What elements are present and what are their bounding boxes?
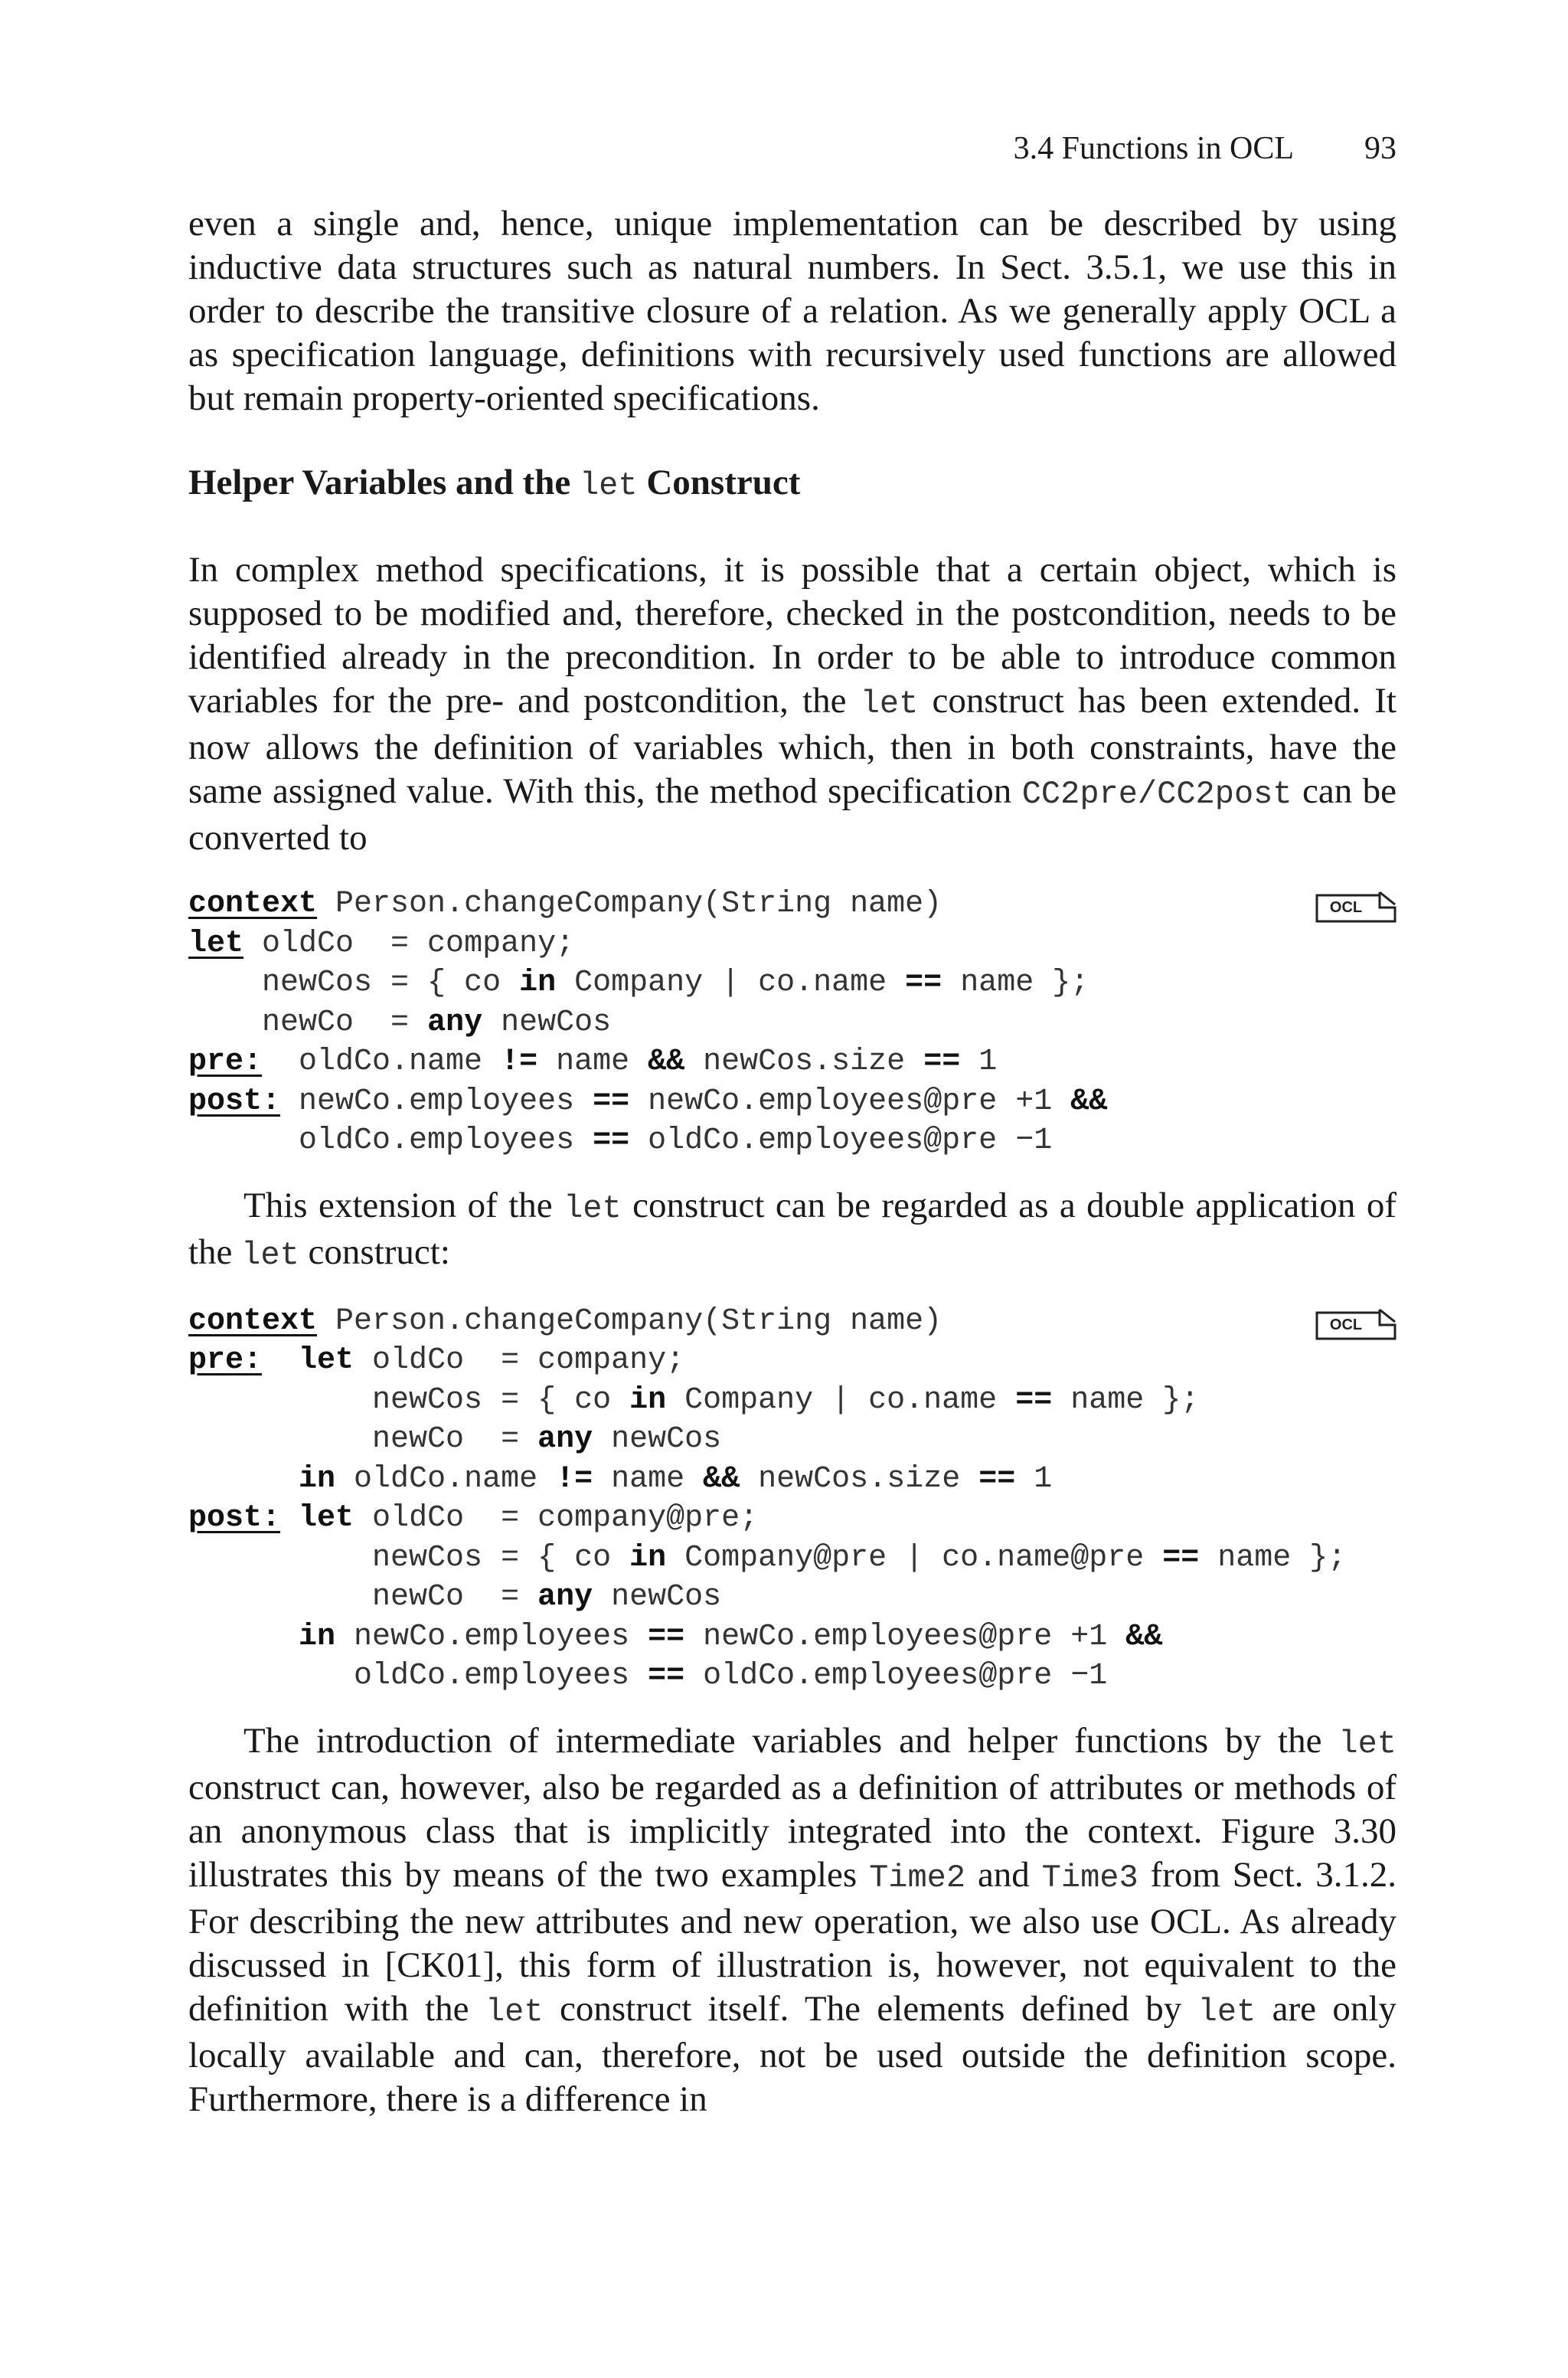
paragraph-1: even a single and, hence, unique implementation can be described by using inductive data structures such as natural numbers. In Sect. 3.5.1, we use this in order to describe the transitive closure of a relation. As we generally apply OCL a as specification language, definitions with recursively used functions are allowed but remain property-oriented specifications. (188, 204, 1396, 418)
code-line: oldCo.employees == oldCo.employees@pre −1 (188, 1124, 1053, 1158)
code-line: let oldCo = company; (188, 926, 575, 961)
code-block-1 (188, 885, 1396, 1161)
paragraph-3: This extension of the let construct can be regarded as a double application of the let construct: (188, 1185, 1396, 1274)
paragraph-4: The introduction of intermediate variables and helper functions by the let construct can, however, also be regarded as a definition of attributes or methods of an anonymous class that is implicitly integrated into the context. Figure 3.30 illustrates this by means of the two examples Time2 and Time3 from Sect. 3.1.2. For describing the new attributes and new operation, we also use OCL. As already discussed in [CK01], this form of illustration is, however, not equivalent to the definition with the let construct itself. The elements defined by let are only locally available and can, therefore, not be used outside the definition scope. Furthermore, there is a difference in (188, 1720, 1397, 2119)
code-line: newCo = any newCos (188, 1005, 612, 1040)
code-line: in oldCo.name != name && newCos.size == 1 (299, 1461, 1053, 1496)
inline-code: CC2pre/CC2post (1021, 776, 1292, 813)
code-line: pre: oldCo.name != name && newCos.size == 1 (188, 1045, 998, 1079)
section-heading: Helper Variables and the let Construct (188, 463, 801, 504)
inline-code: let (241, 1236, 299, 1274)
code-line: newCos = { co in Company@pre | co.name@pre == name }; (188, 1540, 1347, 1575)
code-line: post: let oldCo = company@pre; (188, 1501, 759, 1536)
inline-code: let (564, 1189, 622, 1227)
inline-code: let (1197, 1993, 1256, 2030)
code-line: context Person.changeCompany(String name) (188, 1303, 942, 1339)
heading-code: let (579, 467, 638, 504)
code-line: newCos = { co in Company | co.name == name }; (188, 966, 1089, 1000)
code-line: in newCo.employees == newCo.employees@pre +1 && (299, 1619, 1163, 1654)
code-line: newCos = { co in Company | co.name == name }; (188, 1382, 1200, 1418)
page-number: 93 (1364, 131, 1396, 166)
code-line: context Person.changeCompany(String name) (188, 887, 942, 921)
inline-code: let (1338, 1725, 1396, 1762)
inline-code: Time3 (1041, 1859, 1138, 1896)
section-title: 3.4 Functions in OCL (1013, 131, 1294, 166)
code-block-2 (188, 1302, 1396, 1696)
page-body (188, 123, 1396, 2121)
ocl-icon: OCL (1315, 889, 1396, 923)
ocl-icon: OCL (1315, 1307, 1396, 1340)
paragraph-2: In complex method specifications, it is possible that a certain object, which is supposed to be modified and, therefore, checked in the postcondition, needs to be identified already in the precondition. In order to be able to introduce common variables for the pre- and postcondition, the let construct has been extended. It now allows the definition of variables which, then in both constraints, have the same assigned value. With this, the method specification CC2pre/CC2post can be converted to (188, 550, 1396, 858)
inline-code: let (860, 685, 919, 722)
code-line: post: newCo.employees == newCo.employees@pre +1 && (188, 1084, 1108, 1119)
code-line: newCo = any newCos (188, 1580, 722, 1614)
inline-code: let (485, 1993, 544, 2030)
code-line: newCo = any newCos (188, 1422, 722, 1457)
code-line: pre: let oldCo = company; (188, 1343, 685, 1378)
inline-code: Time2 (869, 1859, 966, 1896)
code-line: oldCo.employees == oldCo.employees@pre −1 (188, 1659, 1108, 1693)
